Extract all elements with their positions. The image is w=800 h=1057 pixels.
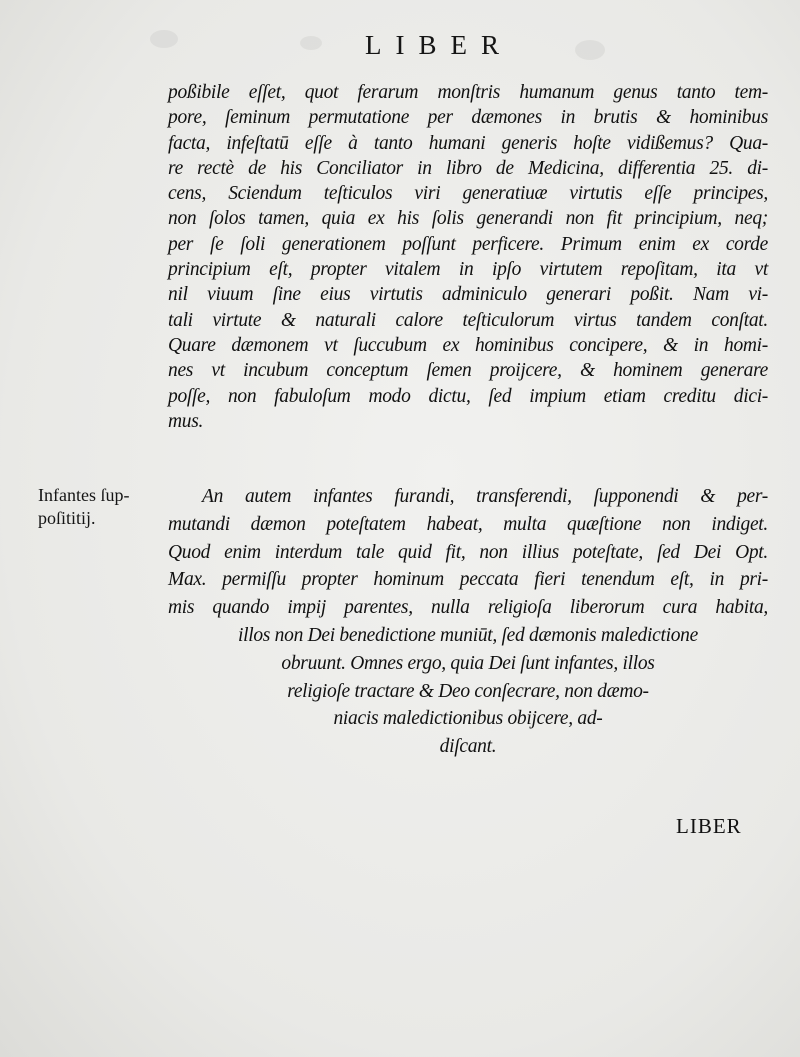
text-line: re rectè de his Conciliator in libro de Medicina, differentia 25. di- — [168, 157, 768, 179]
text-line: non ſolos tamen, quia ex his ſolis generandi non fit principium, neq; — [168, 208, 768, 230]
text-line: pore, ſeminum permutatione per dæmones in brutis & hominibus — [168, 107, 768, 129]
text-line: per ſe ſoli generationem poſſunt perficere. Primum enim ex corde — [168, 233, 768, 255]
text-line: tali virtute & naturali calore teſticulorum virtus tandem conſtat. — [168, 309, 768, 331]
text-line: Quod enim interdum tale quid fit, non illius poteſtate, ſed Dei Opt. — [168, 541, 768, 563]
page-smudge — [150, 30, 178, 48]
text-line: mus. — [168, 410, 204, 432]
marginal-note — [38, 484, 129, 530]
text-line: Quare dæmonem vt ſuccubum ex hominibus concipere, & in homi- — [168, 334, 768, 356]
text-line: mis quando impij parentes, nulla religioſa liberorum cura habita, — [168, 597, 768, 619]
text-line: niacis maledictionibus obijcere, ad- — [333, 708, 603, 730]
text-line: religioſe tractare & Deo conſecrare, non dæmo- — [287, 680, 649, 702]
text-line: An autem infantes furandi, transferendi, ſupponendi & per- — [202, 486, 768, 507]
marginal-note-line: poſititij. — [38, 508, 96, 528]
text-line: nes vt incubum conceptum ſemen proijcere, & hominem generare — [168, 360, 768, 382]
text-line: facta, infeſtatū eſſe à tanto humani generis hoſte vidißemus? Qua- — [168, 132, 768, 154]
page-smudge — [575, 40, 605, 60]
marginal-note-line: Infantes ſup- — [38, 485, 130, 505]
page-smudge — [300, 36, 322, 50]
text-line: obruunt. Omnes ergo, quia Dei ſunt infantes, illos — [281, 652, 655, 674]
catchword: LIBER — [676, 814, 742, 838]
running-title: LIBER — [365, 30, 513, 60]
text-line: diſcant. — [439, 736, 497, 758]
paragraph-two — [168, 483, 768, 761]
text-line: Max. permiſſu propter hominum peccata fieri tenendum eſt, in pri- — [168, 569, 768, 591]
text-line: poſſe, non fabuloſum modo dictu, ſed impium etiam creditu dici- — [168, 385, 768, 407]
text-line: illos non Dei benedictione muniūt, ſed dæmonis maledictione — [238, 624, 698, 646]
paragraph-one — [168, 80, 768, 434]
text-line: poßibile eſſet, quot ferarum monſtris humanum genus tanto tem- — [168, 82, 768, 103]
text-line: mutandi dæmon poteſtatem habeat, multa quæſtione non indiget. — [168, 513, 768, 535]
text-line: principium eſt, propter vitalem in ipſo virtutem repoſitam, ita vt — [168, 259, 768, 281]
text-line: cens, Sciendum teſticulos viri generatiuæ virtutis eſſe principes, — [168, 183, 768, 205]
text-line: nil viuum ſine eius virtutis adminiculo generari poßit. Nam vi- — [168, 284, 768, 306]
